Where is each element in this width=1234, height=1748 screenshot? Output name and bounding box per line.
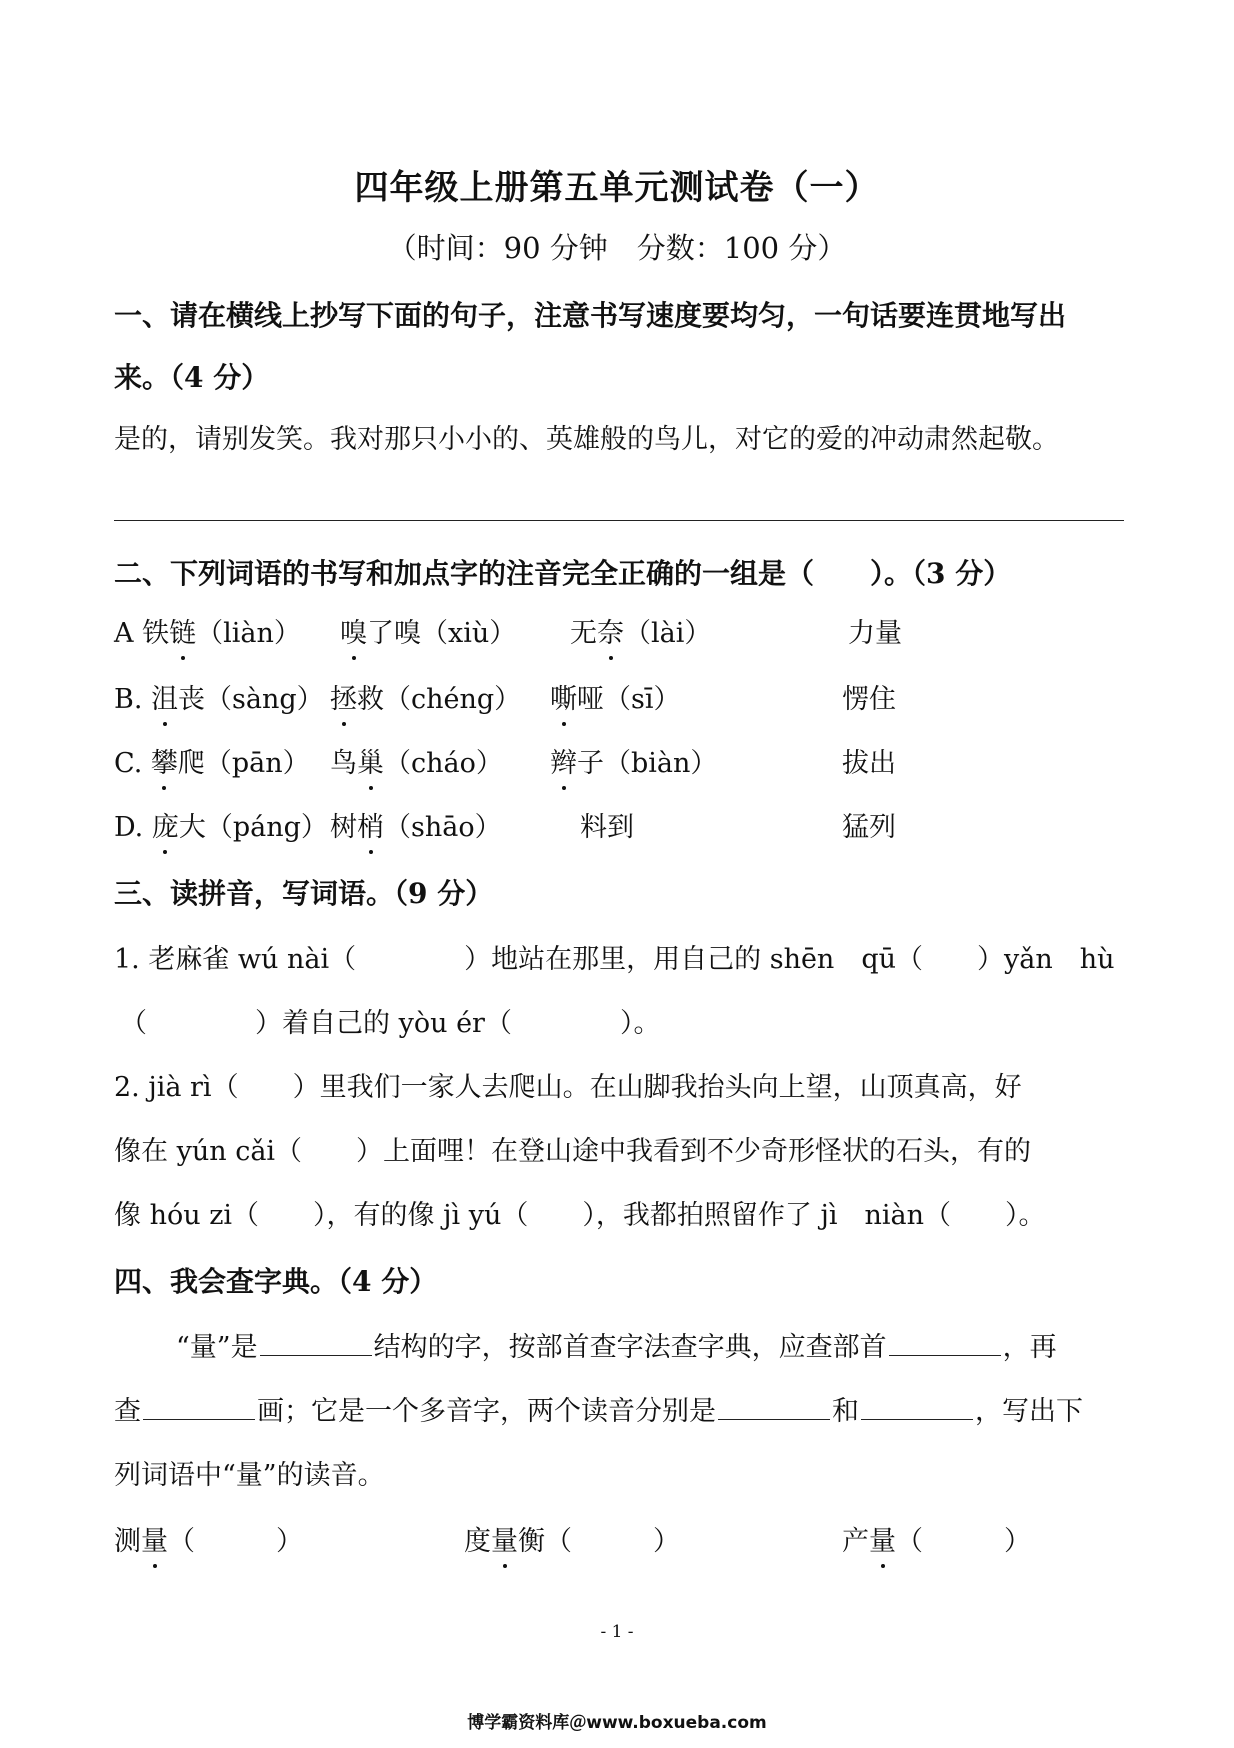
- q1-heading-line2: 来。（4 分）: [114, 361, 270, 394]
- q2-option-b-word2: 拯救（chéng）: [330, 680, 521, 720]
- q2-option-c-word2: 鸟巢（cháo）: [330, 744, 503, 784]
- q3-line5: 像 hóu zi（ ），有的像 jì yú（ ），我都拍照留作了 jì niàn（ ）。: [114, 1200, 1046, 1231]
- q2-option-a-word3: 无奈（lài）: [570, 614, 711, 654]
- q2-option-a-word1: A 铁链（liàn）: [114, 614, 301, 654]
- q4-blank-radical[interactable]: [889, 1331, 1001, 1356]
- q2-option-d-word2: 树梢（shāo）: [330, 808, 502, 848]
- q3-line4: 像在 yún cǎi（ ）上面哩！在登山途中我看到不少奇形怪状的石头，有的: [114, 1136, 1032, 1167]
- q4-heading: 四、我会查字典。（4 分）: [114, 1265, 438, 1298]
- q4-word-duliangheng: 度量衡（ ）: [464, 1522, 680, 1562]
- q3-line2: （ ）着自己的 yòu ér（ ）。: [120, 1008, 661, 1039]
- q1-answer-line[interactable]: [114, 520, 1124, 521]
- q2-option-b-word1: B. 沮丧（sàng）: [114, 680, 324, 720]
- q4-line1: “量”是 结构的字，按部首查字法查字典，应查部首 ，再: [176, 1332, 1057, 1363]
- q1-sentence: 是的，请别发笑。我对那只小小的、英雄般的鸟儿，对它的爱的冲动肃然起敬。: [114, 424, 1059, 455]
- footer-watermark: 博学霸资料库＠www.boxueba.com: [467, 1713, 767, 1733]
- q3-line1: 1. 老麻雀 wú nài（ ）地站在那里，用自己的 shēn qū（ ）yǎn hù: [114, 944, 1115, 975]
- q2-option-c-word3: 辫子（biàn）: [550, 744, 717, 784]
- q4-word-celiang: 测量（ ）: [114, 1522, 303, 1562]
- q4-blank-reading2[interactable]: [861, 1395, 973, 1420]
- page-subtitle: （时间：90 分钟 分数：100 分）: [387, 231, 847, 265]
- q2-option-c-word4: 拔出: [842, 748, 896, 779]
- q2-option-a-word2: 嗅了嗅（xiù）: [340, 614, 516, 654]
- q4-blank-strokes[interactable]: [143, 1395, 255, 1420]
- q2-option-a-word4: 力量: [848, 618, 902, 649]
- q3-heading: 三、读拼音，写词语。（9 分）: [114, 877, 494, 910]
- q4-blank-reading1[interactable]: [718, 1395, 830, 1420]
- q2-option-d-word4: 猛列: [842, 812, 896, 843]
- q2-option-d-word1: D. 庞大（páng）: [114, 808, 328, 848]
- q4-line3: 列词语中“量”的读音。: [114, 1460, 385, 1491]
- q2-heading: 二、下列词语的书写和加点字的注音完全正确的一组是（ ）。（3 分）: [114, 557, 1012, 590]
- q4-line2: 查 画；它是一个多音字，两个读音分别是 和 ，写出下: [114, 1396, 1083, 1427]
- q2-option-b-word3: 嘶哑（sī）: [550, 680, 681, 720]
- q2-option-c-word1: C. 攀爬（pān）: [114, 744, 310, 784]
- q3-line3: 2. jià rì（ ）里我们一家人去爬山。在山脚我抬头向上望，山顶真高，好: [114, 1072, 1022, 1103]
- page-number: - 1 -: [600, 1622, 634, 1642]
- q2-option-d-word3: 料到: [580, 812, 634, 843]
- q1-heading-line1: 一、请在横线上抄写下面的句子，注意书写速度要均匀，一句话要连贯地写出: [114, 299, 1067, 332]
- page-title: 四年级上册第五单元测试卷（一）: [354, 168, 880, 208]
- q4-word-chanliang: 产量（ ）: [842, 1522, 1031, 1562]
- q4-blank-structure[interactable]: [260, 1331, 372, 1356]
- q2-option-b-word4: 愣住: [842, 684, 896, 715]
